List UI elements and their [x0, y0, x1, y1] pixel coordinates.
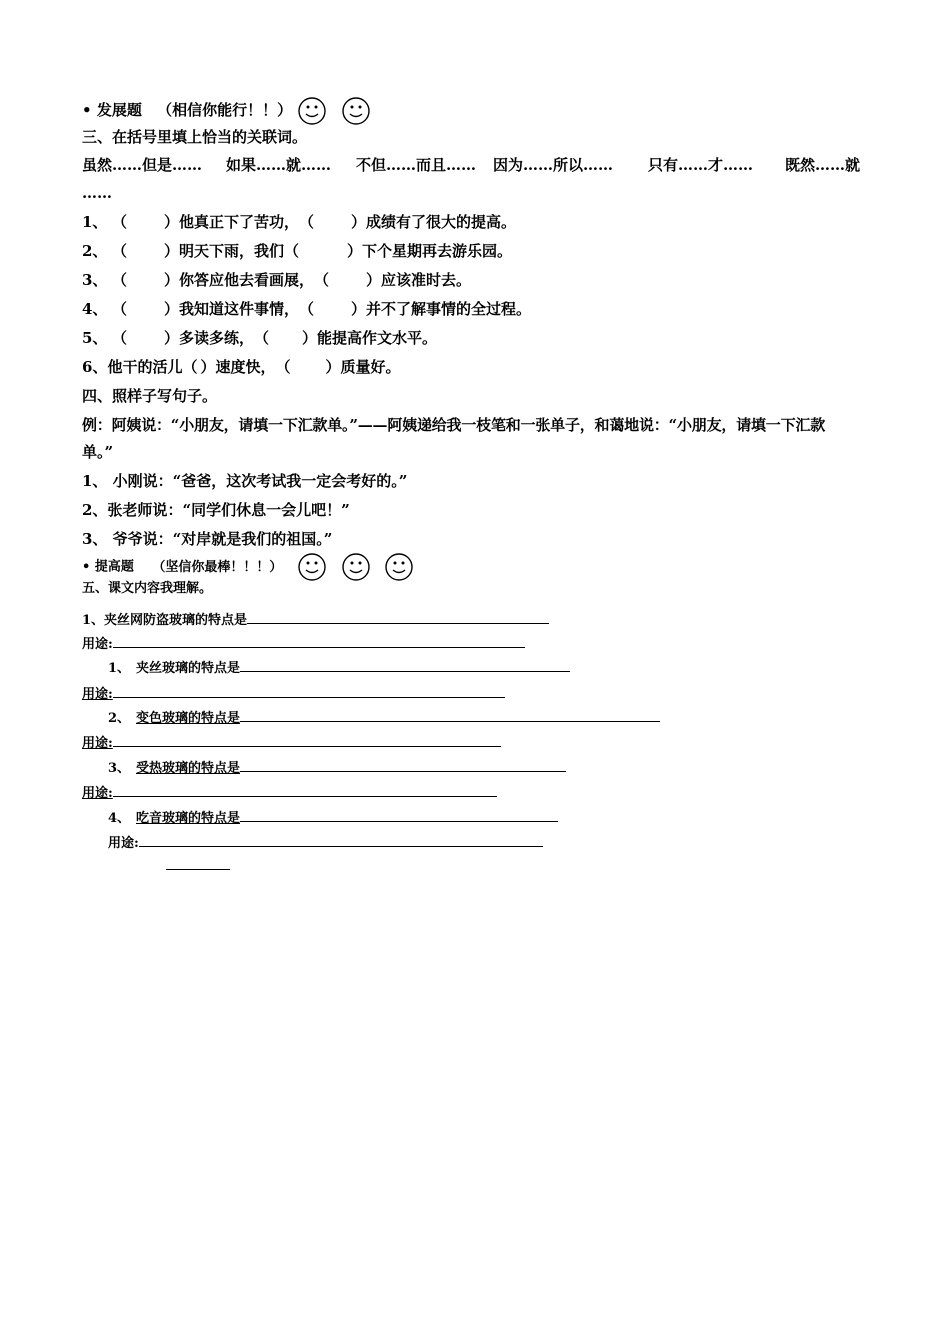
bullet: • — [82, 101, 92, 119]
smiley-icon — [341, 96, 371, 126]
question-3-item: 6、他干的活儿（ ）速度快，（ ）质量好。 — [82, 358, 401, 376]
question-4-example-cont: 单。” — [82, 443, 114, 461]
section-cheer: （坚信你最棒！！！） — [152, 559, 283, 575]
question-4-item: 1、 小刚说：“爸爸，这次考试我一定会考好的。” — [82, 472, 408, 490]
answer-blank[interactable] — [240, 656, 570, 672]
question-5-item: 3、 受热玻璃的特点是 — [108, 756, 566, 779]
question-5-title: 五、课文内容我理解。 — [82, 581, 213, 596]
usage-row: 用途: — [82, 682, 505, 705]
answer-blank[interactable] — [247, 608, 549, 624]
usage-row: 用途: — [82, 781, 497, 804]
stray-underline — [166, 869, 230, 870]
section-header-adv — [82, 552, 414, 582]
question-3-item: 4、 （ ）我知道这件事情，（ ）并不了解事情的全过程。 — [82, 300, 532, 318]
answer-blank[interactable] — [240, 806, 558, 822]
smiley-icon — [297, 96, 327, 126]
answer-blank[interactable] — [113, 731, 501, 747]
answer-blank[interactable] — [240, 706, 660, 722]
answer-blank[interactable] — [113, 781, 497, 797]
conjunction-options-cont: …… — [82, 184, 112, 202]
usage-row: 用途: — [82, 731, 501, 754]
question-3-title: 三、在括号里填上恰当的关联词。 — [82, 128, 308, 146]
answer-blank[interactable] — [113, 632, 525, 648]
question-4-item: 3、 爷爷说：“对岸就是我们的祖国。” — [82, 530, 333, 548]
answer-blank[interactable] — [139, 831, 543, 847]
smiley-icon — [297, 552, 327, 582]
smiley-icon — [384, 552, 414, 582]
question-3-item: 3、 （ ）你答应他去看画展，（ ）应该准时去。 — [82, 271, 472, 289]
option: 因为……所以…… — [493, 156, 614, 174]
question-5-intro: 1、夹丝网防盗玻璃的特点是 — [82, 608, 549, 631]
section-cheer: （相信你能行！！） — [157, 101, 293, 119]
option: 既然……就 — [785, 156, 861, 174]
section-header-dev — [82, 96, 371, 126]
option: 不但……而且…… — [356, 156, 477, 174]
question-3-item: 1、 （ ）他真正下了苦功，（ ）成绩有了很大的提高。 — [82, 213, 517, 231]
usage-row: 用途: — [108, 831, 543, 854]
question-5-item: 4、 吃音玻璃的特点是 — [108, 806, 558, 829]
usage-row: 用途: — [82, 632, 525, 655]
option: 如果……就…… — [226, 156, 332, 174]
bullet: • — [82, 559, 91, 575]
question-3-item: 2、 （ ）明天下雨，我们（ ）下个星期再去游乐园。 — [82, 242, 513, 260]
option: 虽然……但是…… — [82, 156, 203, 174]
question-5-item: 2、 变色玻璃的特点是 — [108, 706, 660, 729]
section-title: 提高题 — [94, 559, 134, 575]
question-4-example: 例：阿姨说：“小朋友，请填一下汇款单。”——阿姨递给我一枝笔和一张单子，和蔼地说：“小朋友，请填一下汇款 — [82, 416, 825, 434]
option: 只有……才…… — [648, 156, 754, 174]
question-4-item: 2、张老师说：“同学们休息一会儿吧！” — [82, 501, 350, 519]
question-4-title: 四、照样子写句子。 — [82, 387, 218, 405]
conjunction-options — [82, 155, 860, 175]
smiley-icon — [341, 552, 371, 582]
answer-blank[interactable] — [240, 756, 566, 772]
question-5-item: 1、 夹丝玻璃的特点是 — [108, 656, 570, 679]
answer-blank[interactable] — [113, 682, 505, 698]
question-3-item: 5、 （ ）多读多练，（ ）能提高作文水平。 — [82, 329, 438, 347]
section-title: 发展题 — [96, 101, 142, 119]
